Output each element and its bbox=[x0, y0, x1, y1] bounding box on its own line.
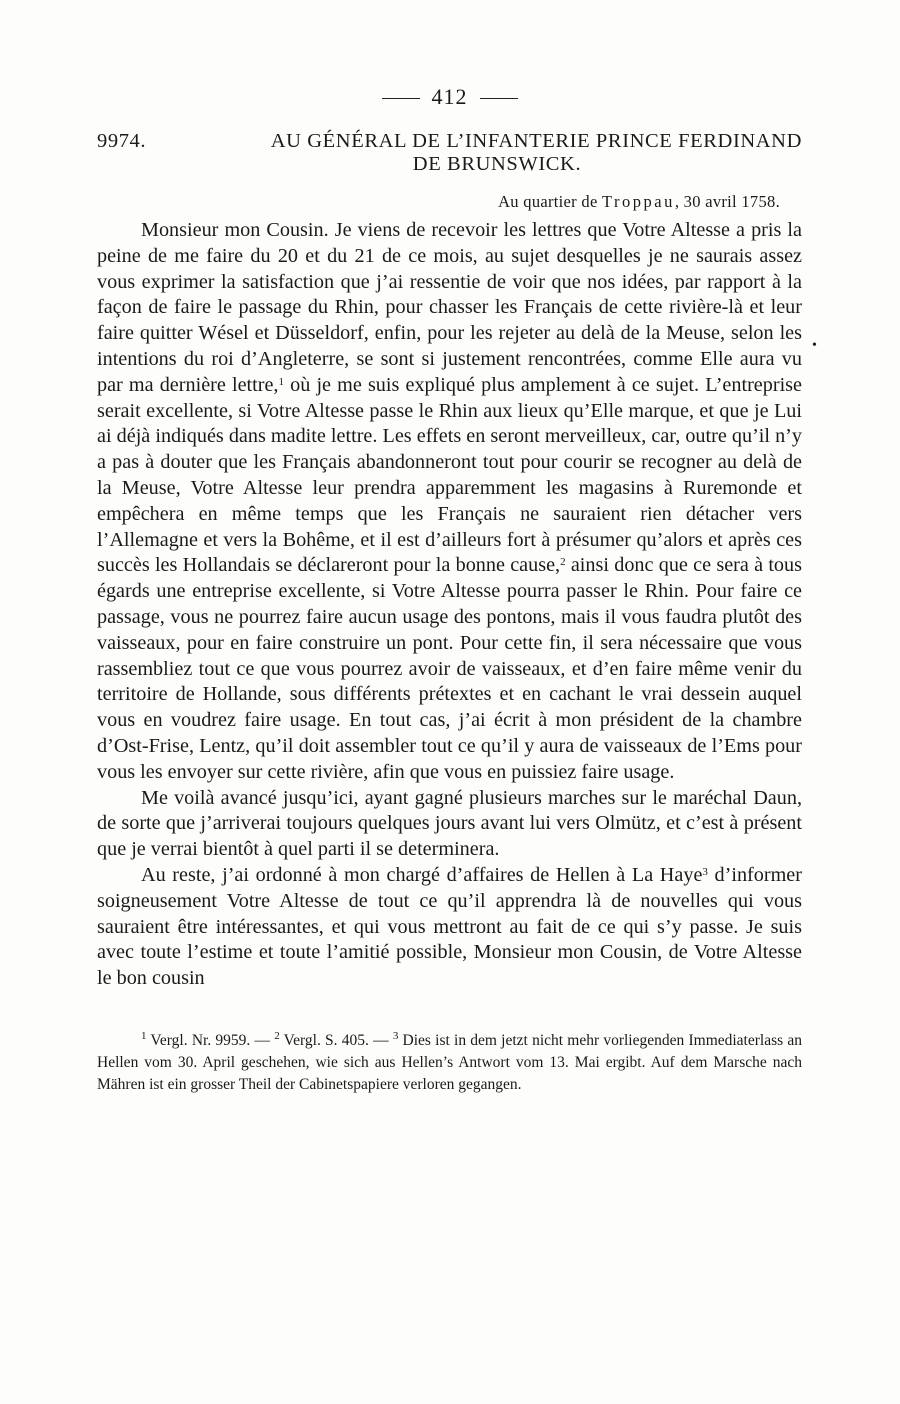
rule-right bbox=[480, 98, 518, 99]
footnote-num-3: 3 bbox=[392, 1029, 399, 1042]
letter-body bbox=[97, 218, 802, 992]
heading-line-2: DE BRUNSWICK. bbox=[412, 153, 582, 175]
paragraph-3-part-a: Au reste, j’ai ordonné à mon chargé d’affaires de Hellen à La Haye bbox=[141, 863, 703, 886]
paragraph-2: Me voilà avancé jusqu’ici, ayant gagné plusieurs marches sur le maréchal Daun, de sorte que j’arriverai toujours quelques jours avant lui vers Olmütz, et c’est à présent que je verrai bientôt à quel parti il se determinera. bbox=[97, 786, 802, 861]
dateline bbox=[97, 192, 780, 212]
footnote-1: Vergl. Nr. 9959. — bbox=[146, 1031, 275, 1049]
paragraph-1 bbox=[97, 218, 802, 786]
footnotes bbox=[97, 1030, 802, 1096]
letter-heading bbox=[97, 130, 802, 176]
document-page bbox=[97, 84, 802, 1096]
footnote-ref-3: 3 bbox=[702, 865, 708, 878]
footnote-ref-1: 1 bbox=[278, 375, 284, 388]
paragraph-3-part-b: d’informer soigneusement Votre Altesse de tout ce qu’il apprendra là de nouvelles qui vous sauraient être intéressantes, et qui vous mettront au fait de ce qui s’y passe. Je suis avec toute l’estime et toute l’amitié possible, Monsieur mon Cousin, de Votre Altesse le bon cousin bbox=[97, 863, 802, 990]
footnote-2: Vergl. S. 405. — bbox=[279, 1031, 393, 1049]
footnote-num-1: 1 bbox=[141, 1029, 147, 1042]
page-number: 412 bbox=[431, 84, 468, 109]
paragraph-1-part-a: Monsieur mon Cousin. Je viens de recevoir les lettres que Votre Altesse a pris la peine de me faire du 20 et du 21 de ce mois, au sujet desquelles je ne saurais assez vous exprimer la satisfaction que j’ai ressentie de voir que nos idées, par rapport à la façon de faire le passage du Rhin, pour chasser les Français de cette rivière-là et leur faire quitter Wésel et Düsseldorf, enfin, pour les rejeter au delà de la Meuse, selon les intentions du roi d’Angleterre, se sont si justement rencontrées, comme Elle aura vu par ma dernière lettre, bbox=[97, 219, 802, 396]
rule-left bbox=[382, 98, 420, 99]
dateline-prefix: Au quartier de bbox=[498, 192, 602, 211]
dateline-date: , 30 avril 1758. bbox=[674, 192, 780, 211]
paragraph-1-part-b: où je me suis expliqué plus amplement à ce sujet. L’entreprise serait excellente, si Votre Altesse passe le Rhin aux lieux qu’Elle marque, et que je Lui ai déjà indiqués dans madite lettre. Les effets en seront merveilleux, car, outre qu’il n’y a pas à douter que les Français abandonneront tout pour courir se recogner au delà de la Meuse, Votre Altesse leur prendra apparemment les magasins à Ruremonde et empêchera en même temps que les Français ne sauraient rien détacher vers l’Allemagne et vers la Bohême, et il est d’ailleurs fort à présumer qu’alors et après ces succès les Hollandais se déclareront pour la bonne cause, bbox=[97, 373, 803, 577]
paragraph-3 bbox=[97, 863, 802, 992]
page-number-line bbox=[97, 84, 802, 114]
footnote-block bbox=[97, 1030, 802, 1096]
footnote-3: Dies ist in dem jetzt nicht mehr vorliegenden Immediaterlass an Hellen vom 30. April geschehen, wie sich aus Hellen’s Antwort vom 13. Mai ergibt. Auf dem Marsche nach Mähren ist ein grosser Theil der Cabinetspapiere verloren gegangen. bbox=[97, 1031, 803, 1093]
letter-number: 9974. bbox=[97, 130, 147, 152]
footnote-num-2: 2 bbox=[274, 1029, 280, 1042]
heading-line-1: AU GÉNÉRAL DE L’INFANTERIE PRINCE FERDINAND bbox=[270, 130, 802, 152]
dateline-place: Troppau bbox=[602, 192, 675, 211]
paragraph-1-part-c: ainsi donc que ce sera à tous égards une entreprise excellente, si Votre Altesse pourra passer le Rhin. Pour faire ce passage, vous ne pourrez faire aucun usage des pontons, mais il vous faudra plutôt des vaisseaux, pour en faire construire un pont. Pour cette fin, il sera nécessaire que vous rassembliez tout ce que vous pourrez avoir de vaisseaux, et d’en faire même venir du territoire de Hollande, sous différents prétextes et en cachant le vrai dessein auquel vous en voudrez faire usage. En tout cas, j’ai écrit à mon président de la chambre d’Ost-Frise, Lentz, qu’il doit assembler tout ce qu’il y aura de vaisseaux de l’Ems pour vous les envoyer sur cette rivière, afin que vous en puissiez faire usage. bbox=[97, 554, 802, 783]
margin-mark: • bbox=[812, 338, 817, 353]
footnote-ref-2: 2 bbox=[560, 556, 566, 569]
